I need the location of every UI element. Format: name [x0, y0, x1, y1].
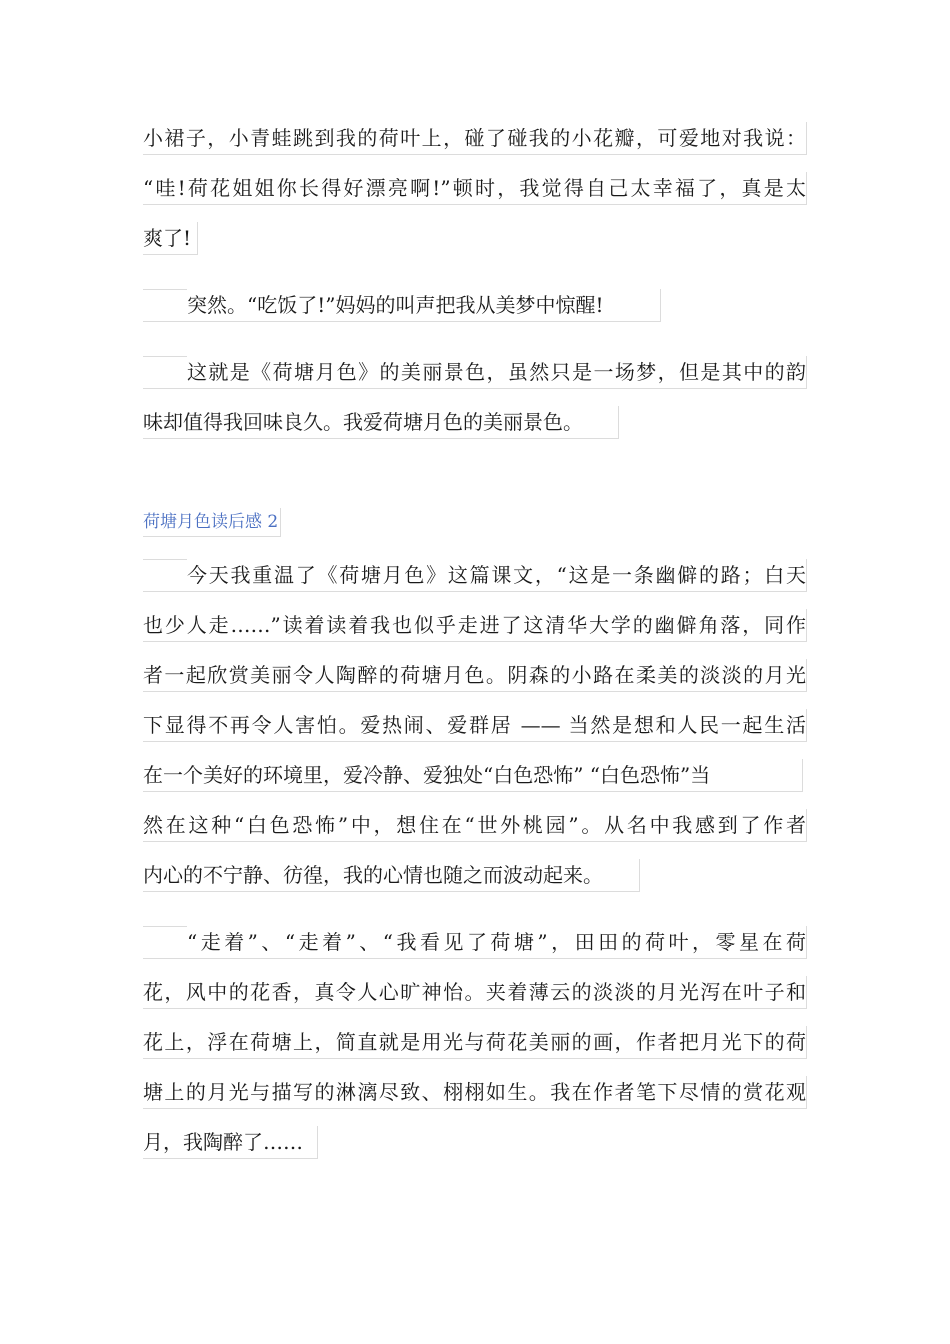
text-line: 花，风中的花香，真令人心旷神怡。夹着薄云的淡淡的月光泻在叶子和	[143, 976, 807, 1009]
text-line: 也少人走……”读着读着我也似乎走进了这清华大学的幽僻角落，同作	[143, 609, 807, 642]
text-line: 然在这种“白色恐怖”中，想住在“世外桃园”。从名中我感到了作者	[143, 809, 807, 842]
text-line: 内心的不宁静、彷徨，我的心情也随之而波动起来。	[143, 859, 640, 892]
text-line: 下显得不再令人害怕。爱热闹、爱群居 —— 当然是想和人民一起生活	[143, 709, 807, 742]
text-line: 小裙子，小青蛙跳到我的荷叶上，碰了碰我的小花瓣，可爱地对我说：	[143, 122, 807, 155]
text-line: 这就是《荷塘月色》的美丽景色，虽然只是一场梦，但是其中的韵	[143, 356, 807, 389]
text-line: 花上，浮在荷塘上，简直就是用光与荷花美丽的画，作者把月光下的荷	[143, 1026, 807, 1059]
text-line: “走着”、“走着”、“我看见了荷塘”，田田的荷叶，零星在荷	[143, 926, 807, 959]
section-heading: 荷塘月色读后感 2	[143, 508, 281, 537]
text-line: 突然。“吃饭了!”妈妈的叫声把我从美梦中惊醒!	[143, 289, 661, 322]
text-line: “哇!荷花姐姐你长得好漂亮啊!”顿时，我觉得自己太幸福了，真是太	[143, 172, 807, 205]
text-line: 爽了!	[143, 222, 198, 255]
text-line: 今天我重温了《荷塘月色》这篇课文，“这是一条幽僻的路；白天	[143, 559, 807, 592]
text-line: 在一个美好的环境里，爱冷静、爱独处“白色恐怖” “白色恐怖”当	[143, 759, 803, 792]
text-line: 月，我陶醉了……	[143, 1126, 318, 1159]
text-line: 者一起欣赏美丽令人陶醉的荷塘月色。阴森的小路在柔美的淡淡的月光	[143, 659, 807, 692]
text-line: 塘上的月光与描写的淋漓尽致、栩栩如生。我在作者笔下尽情的赏花观	[143, 1076, 807, 1109]
text-line: 味却值得我回味良久。我爱荷塘月色的美丽景色。	[143, 406, 619, 439]
